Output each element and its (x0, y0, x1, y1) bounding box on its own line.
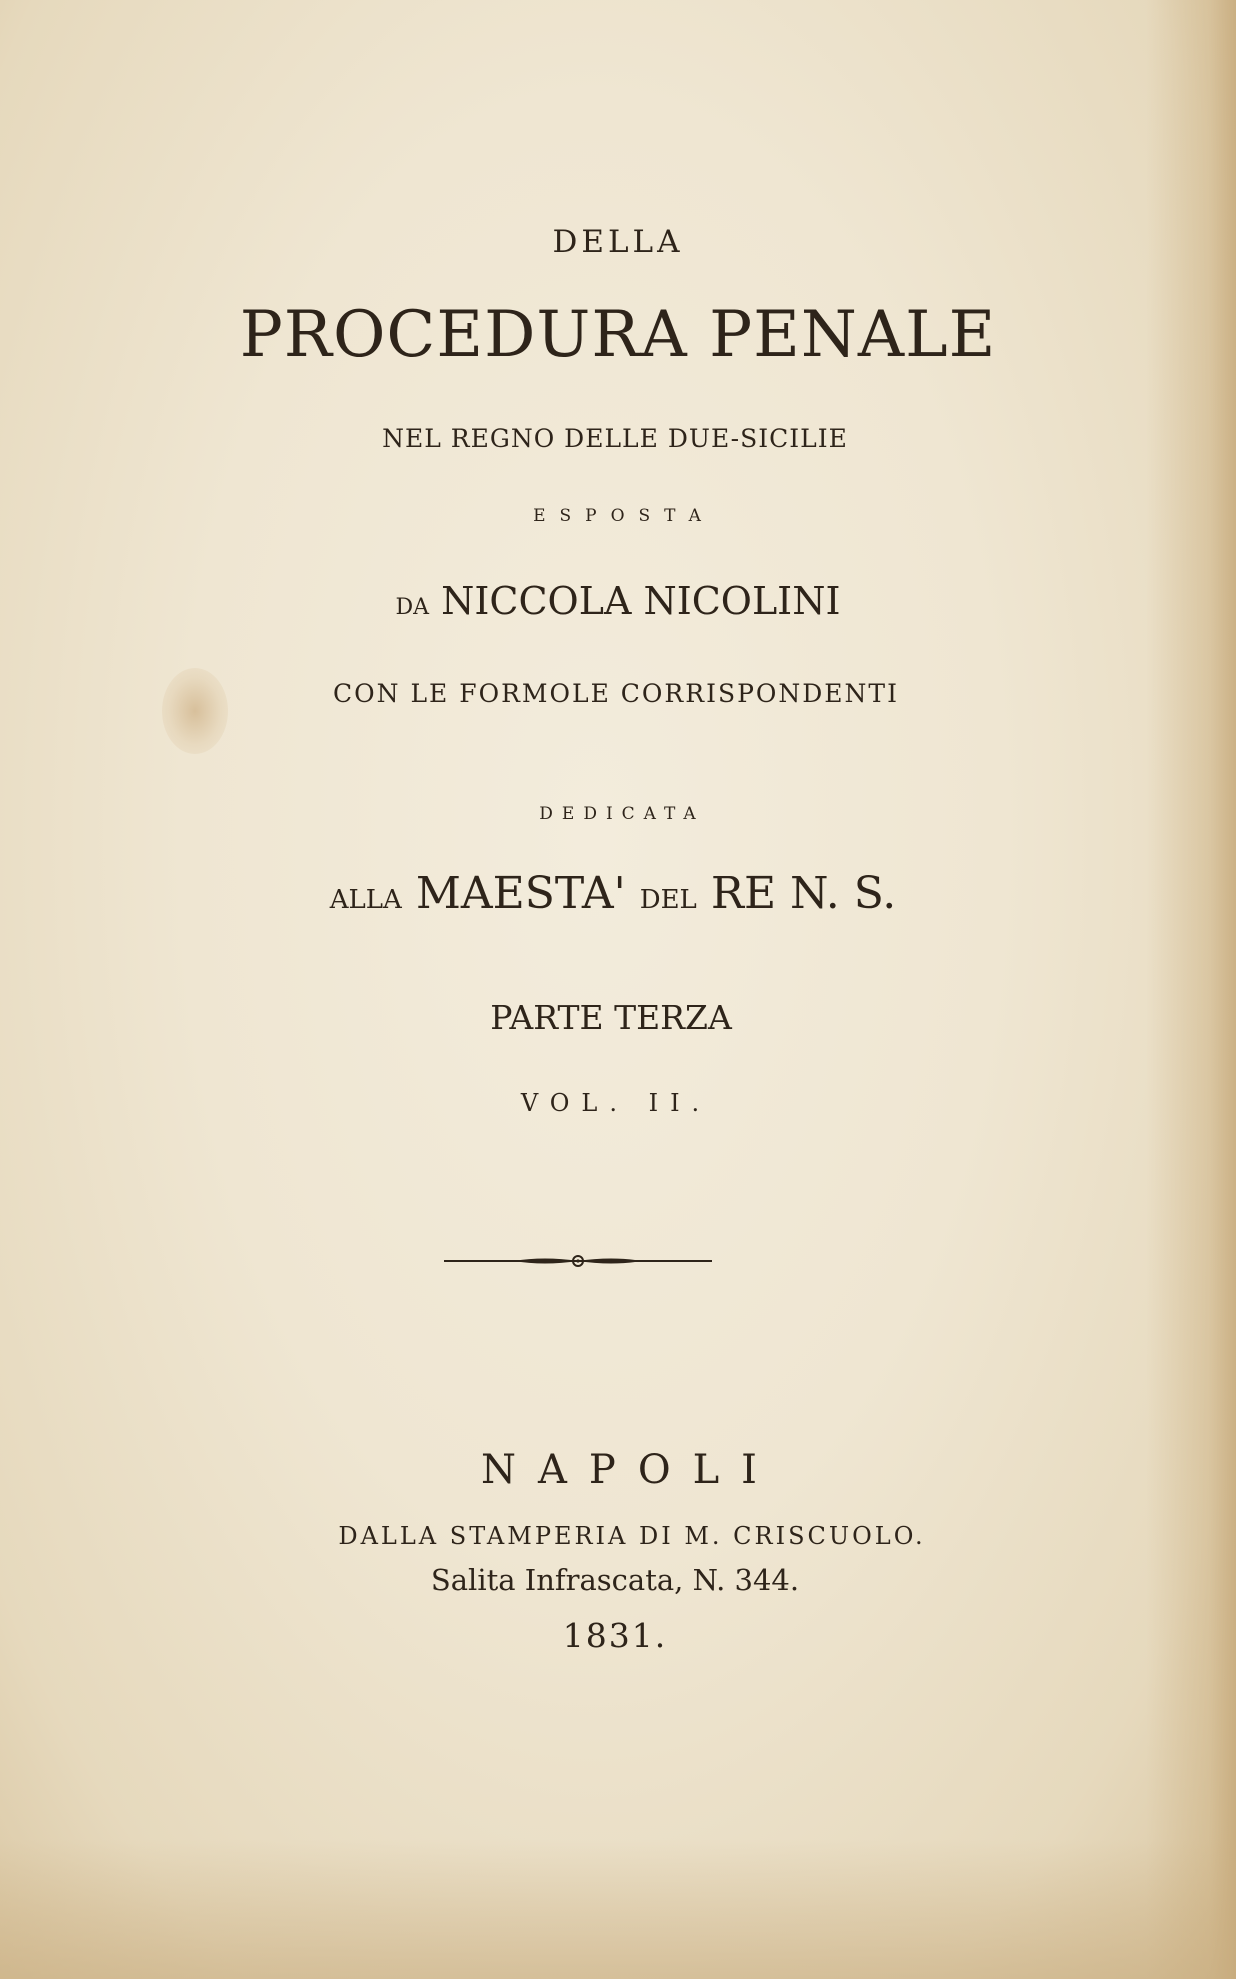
imprint-printer: DALLA STAMPERIA DI M. CRISCUOLO. (338, 1522, 926, 1550)
dedication-del: DEL (639, 885, 697, 915)
esposta-line: ESPOSTA (533, 506, 715, 526)
author-prefix: DA (395, 595, 430, 620)
ornament-rule-icon (444, 1252, 712, 1270)
dedicata-line: DEDICATA (539, 804, 705, 824)
volume-line: VOL. II. (520, 1089, 712, 1117)
imprint-year: 1831. (562, 1616, 668, 1655)
title-della: DELLA (552, 224, 684, 260)
author-name: NICCOLA NICOLINI (441, 579, 841, 623)
dedication-re: RE N. S. (710, 868, 897, 919)
imprint-address: Salita Infrascata, N. 344. (430, 1563, 800, 1597)
page-edge-shading-bottom (0, 1839, 1236, 1979)
author-line (0, 579, 1236, 623)
dedication-alla: ALLA (329, 885, 402, 915)
dedication-line (0, 868, 1231, 919)
parte-line: PARTE TERZA (490, 998, 732, 1037)
page-edge-shading-right (1146, 0, 1236, 1979)
imprint-city: NAPOLI (481, 1447, 779, 1493)
main-title: PROCEDURA PENALE (239, 298, 997, 372)
dedication-maesta: MAESTA' (415, 868, 626, 919)
subtitle: NEL REGNO DELLE DUE-SICILIE (382, 424, 848, 453)
formole-line: CON LE FORMOLE CORRISPONDENTI (333, 679, 899, 708)
